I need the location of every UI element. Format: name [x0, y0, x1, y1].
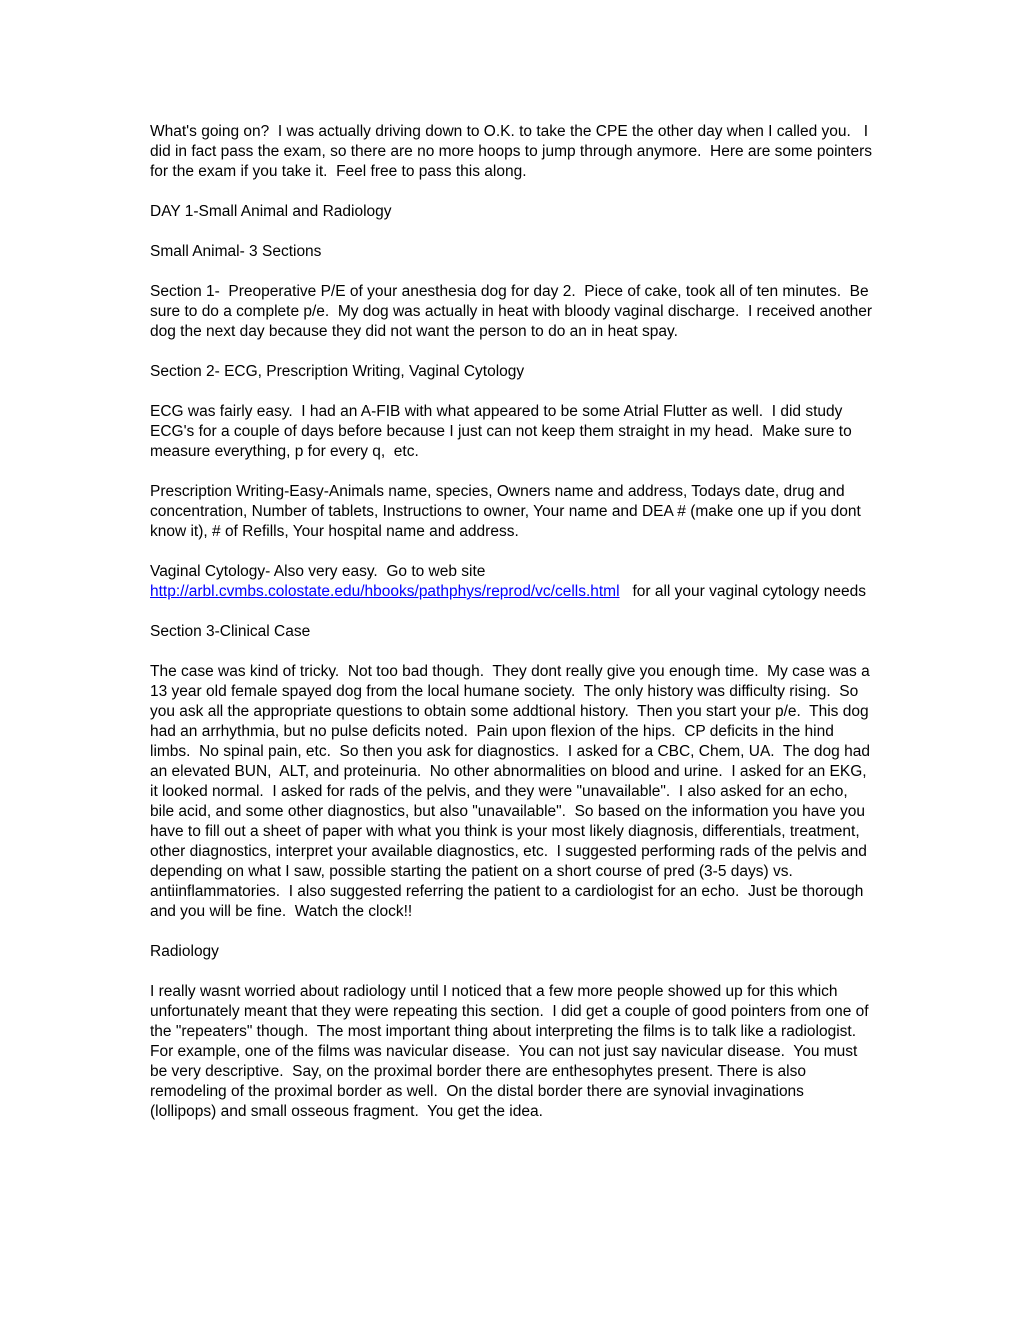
clinical-case-paragraph: The case was kind of tricky. Not too bad though. They dont really give you enough time. My case was a 13 year old female spayed dog from the local humane society. The only history was difficulty rising. So you ask all the appropriate questions to obtain some addtional history. Then you start your p/e. This dog had an arrhythmia, but no pulse deficits noted. Pain upon flexion of the hips. CP deficits in the hind limbs. No spinal pain, etc. So then you ask for diagnostics. I asked for a CBC, Chem, UA. The dog had an elevated BUN, ALT, and proteinuria. No other abnormalities on blood and urine. I asked for an EKG, it looked normal. I asked for rads of the pelvis, and they were "unavailable". I also asked for an echo, bile acid, and some other diagnostics, but also "unavailable". So based on the information you have you have to fill out a sheet of paper with what you think is your most likely diagnosis, differentials, treatment, other diagnostics, interpret your available diagnostics, etc. I suggested performing rads of the pelvis and depending on what I saw, possible starting the patient on a short course of pred (3-5 days) vs. antiinflammatories. I also suggested referring the patient to a cardiologist for an echo. Just be thorough and you will be fine. Watch the clock!! [150, 663, 875, 920]
vaginal-cytology-paragraph [150, 562, 874, 602]
prescription-paragraph: Prescription Writing-Easy-Animals name, species, Owners name and address, Todays date, drug and concentration, Number of tablets, Instructions to owner, Your name and DEA # (make one up if you dont know it), # of Refills, Your hospital name and address. [150, 483, 866, 540]
day1-heading: DAY 1-Small Animal and Radiology [150, 203, 392, 220]
intro-paragraph: What's going on? I was actually driving down to O.K. to take the CPE the other day when I called you. I did in fact pass the exam, so there are no more hoops to jump through anymore. Here are some pointers for the exam if you take it. Feel free to pass this along. [150, 123, 877, 180]
vaginal-cytology-text-before: Vaginal Cytology- Also very easy. Go to web site [150, 563, 490, 580]
vaginal-cytology-link[interactable]: http://arbl.cvmbs.colostate.edu/hbooks/pathphys/reprod/vc/cells.html [150, 583, 620, 600]
radiology-paragraph: I really wasnt worried about radiology until I noticed that a few more people showed up for this which unfortunately meant that they were repeating this section. I did get a couple of good pointers from one of the "repeaters" though. The most important thing about interpreting the films is to talk like a radiologist. For example, one of the films was navicular disease. You can not just say navicular disease. You must be very descriptive. Say, on the proximal border there are enthesophytes present. There is also remodeling of the proximal border as well. On the distal border there are synovial invaginations (lollipops) and small osseous fragment. You get the idea. [150, 983, 873, 1120]
vaginal-cytology-text-after: for all your vaginal cytology needs [619, 583, 866, 600]
section3-heading: Section 3-Clinical Case [150, 623, 311, 640]
section2-heading: Section 2- ECG, Prescription Writing, Vaginal Cytology [150, 363, 525, 380]
radiology-heading: Radiology [150, 943, 219, 960]
section1-paragraph: Section 1- Preoperative P/E of your anesthesia dog for day 2. Piece of cake, took all of ten minutes. Be sure to do a complete p/e. My dog was actually in heat with bloody vaginal discharge. I received another dog the next day because they did not want the person to do an in heat spay. [150, 283, 877, 340]
ecg-paragraph: ECG was fairly easy. I had an A-FIB with what appeared to be some Atrial Flutter as well. I did study ECG's for a couple of days before because I just can not keep them straight in my head. Make sure to measure everything, p for every q, etc. [150, 403, 857, 460]
small-animal-sections-line: Small Animal- 3 Sections [150, 243, 322, 260]
